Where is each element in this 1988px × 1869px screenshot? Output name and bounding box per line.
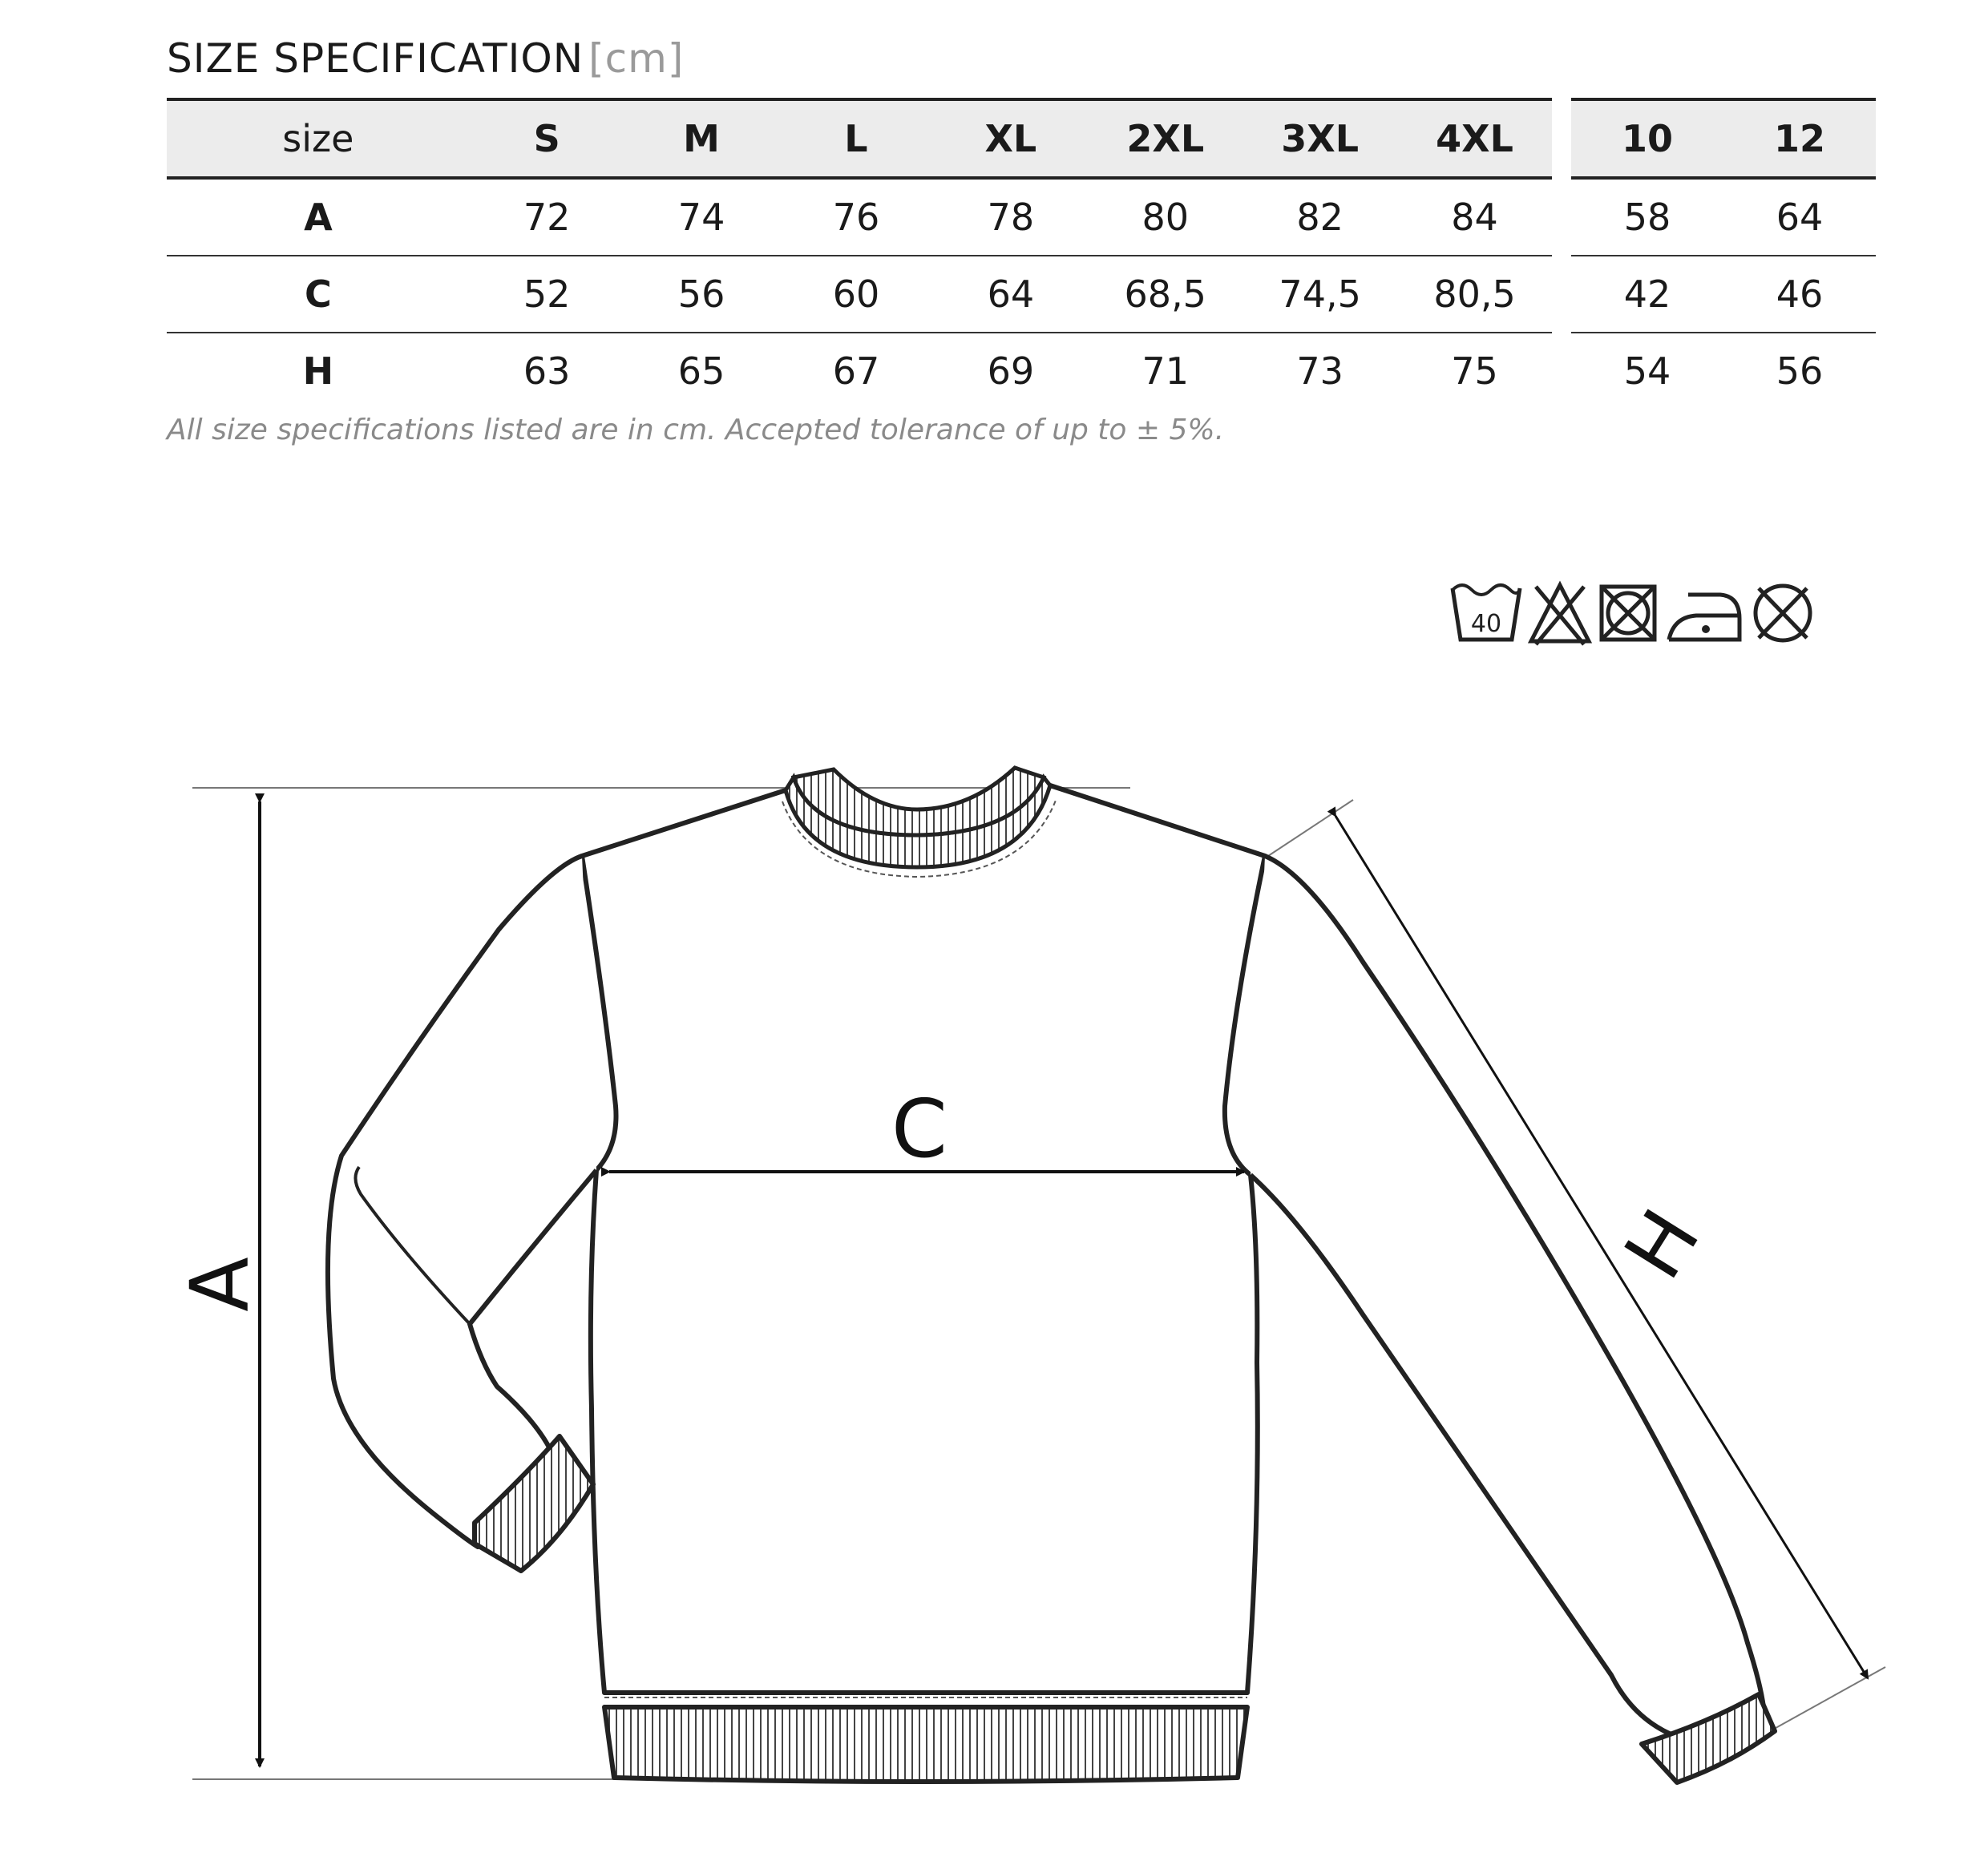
table-cell: 80,5 — [1397, 256, 1552, 333]
table-cell: 58 — [1571, 178, 1723, 256]
table-cell: 71 — [1141, 349, 1190, 393]
row-label: H — [302, 349, 334, 393]
header-cell: 12 — [1723, 99, 1876, 178]
table-row — [167, 178, 1552, 256]
table-cell: 42 — [1571, 256, 1723, 333]
row-label: A — [167, 178, 470, 256]
row-label: C — [167, 256, 470, 333]
sleeve-label: H — [1606, 1193, 1719, 1295]
table-cell: 52 — [470, 256, 624, 333]
table-cell: 74 — [624, 178, 779, 256]
header-cell: 10 — [1571, 99, 1723, 178]
table-row — [1571, 333, 1876, 409]
table-row — [1571, 178, 1876, 256]
table-cell: 46 — [1723, 256, 1876, 333]
table-cell: 73 — [1296, 349, 1344, 393]
table-cell: 56 — [624, 256, 779, 333]
title-text: SIZE SPECIFICATION — [167, 35, 584, 82]
care-symbols — [1449, 579, 1818, 648]
header-cell: S — [470, 99, 624, 178]
chest-label: C — [891, 1082, 948, 1176]
table-row — [1571, 256, 1876, 333]
do-not-bleach-icon — [1526, 579, 1594, 648]
table-row — [167, 256, 1552, 333]
size-table — [167, 98, 1552, 409]
tolerance-note: All size specifications listed are in cm. Accepted tolerance of up to ± 5%. — [167, 414, 1225, 446]
table-cell: 63 — [523, 349, 571, 393]
table-cell: 54 — [1623, 349, 1671, 393]
kids-table-header — [1571, 99, 1876, 178]
table-cell: 56 — [1776, 349, 1824, 393]
wash-temp-label: 40 — [1470, 610, 1502, 638]
sweatshirt-diagram — [0, 721, 1988, 1869]
table-cell: 74,5 — [1242, 256, 1397, 333]
header-cell: 4XL — [1397, 99, 1552, 178]
table-cell: 72 — [470, 178, 624, 256]
wash-40-icon — [1449, 579, 1523, 648]
header-cell: 3XL — [1242, 99, 1397, 178]
table-cell: 60 — [779, 256, 934, 333]
size-table-header — [167, 99, 1552, 178]
title-unit: [cm] — [588, 35, 685, 82]
kids-size-table — [1571, 98, 1876, 409]
header-cell: 2XL — [1088, 99, 1242, 178]
sweatshirt-outline — [0, 721, 1988, 1869]
header-cell: size — [167, 99, 470, 178]
table-cell: 65 — [677, 349, 725, 393]
do-not-dry-clean-icon — [1749, 579, 1816, 648]
table-row — [167, 333, 1552, 409]
length-label: A — [172, 1257, 267, 1312]
iron-low-icon — [1664, 579, 1744, 648]
table-cell: 75 — [1451, 349, 1498, 393]
table-cell: 69 — [987, 349, 1035, 393]
header-cell: L — [779, 99, 934, 178]
table-cell: 84 — [1397, 178, 1552, 256]
table-cell: 80 — [1088, 178, 1242, 256]
page-title — [167, 35, 684, 82]
table-cell: 76 — [779, 178, 934, 256]
header-cell: M — [624, 99, 779, 178]
header-cell: XL — [933, 99, 1088, 178]
table-cell: 64 — [933, 256, 1088, 333]
do-not-tumble-dry-icon — [1597, 579, 1659, 648]
table-cell: 82 — [1242, 178, 1397, 256]
table-cell: 67 — [832, 349, 880, 393]
table-cell: 68,5 — [1088, 256, 1242, 333]
table-cell: 78 — [933, 178, 1088, 256]
table-cell: 64 — [1723, 178, 1876, 256]
